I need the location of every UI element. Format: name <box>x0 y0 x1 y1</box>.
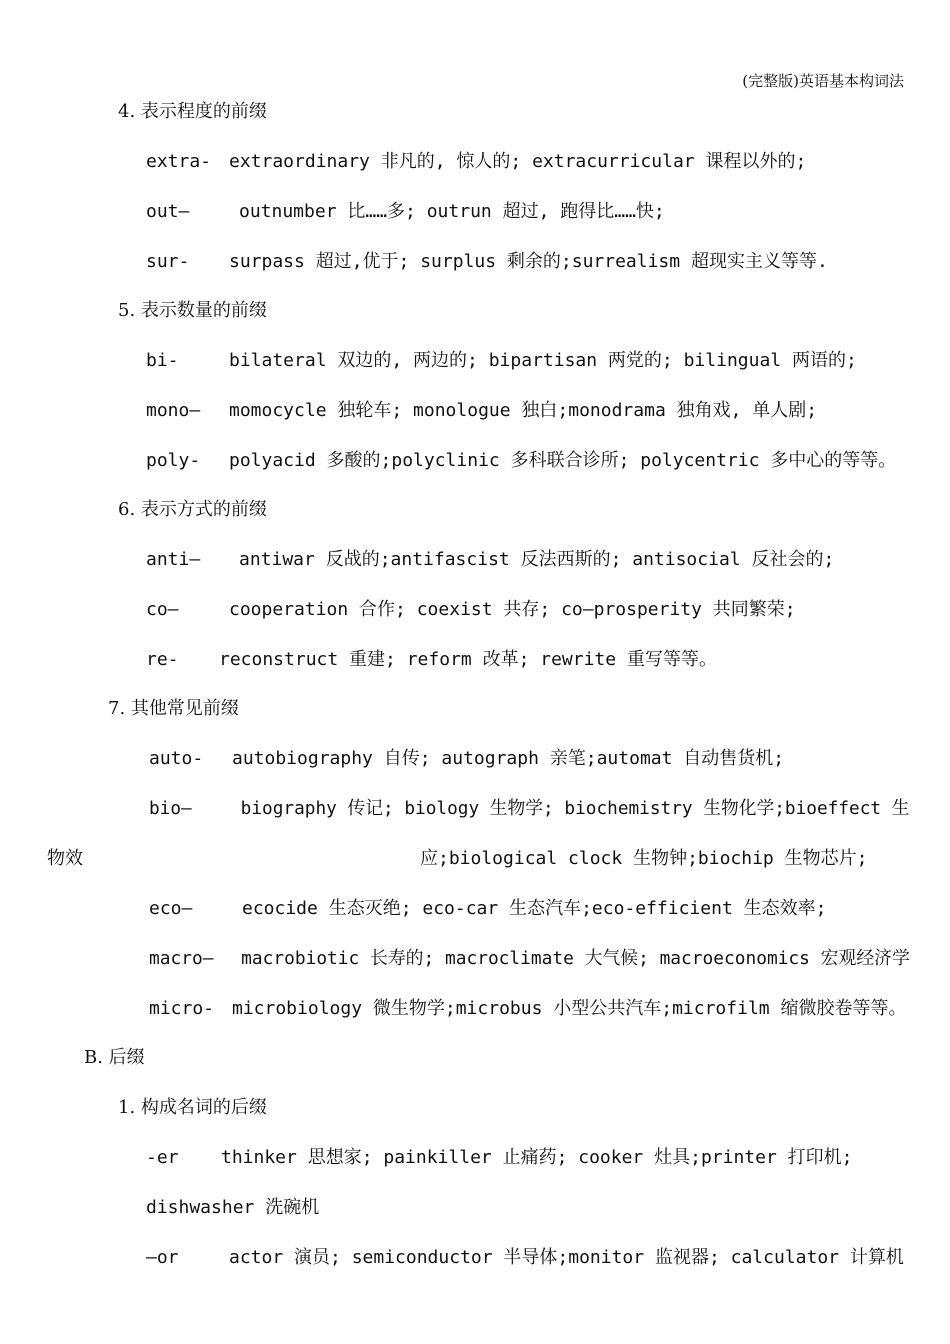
entry-line <box>149 947 910 971</box>
entry-text: outnumber 比……多; outrun 超过, 跑得比……快; <box>239 201 665 222</box>
entry-text: reconstruct 重建; reform 改革; rewrite 重写等等。 <box>219 649 717 670</box>
entry-text: cooperation 合作; coexist 共存; co—prosperity 共同繁荣; <box>229 599 796 620</box>
entry-text: 应;biological clock 生物钟;biochip 生物芯片; <box>420 848 868 869</box>
prefix-label: extra- <box>146 151 212 172</box>
entry-text: macrobiotic 长寿的; macroclimate 大气候; macroeconomics 宏观经济学 <box>241 948 910 969</box>
entry-text: actor 演员; semiconductor 半导体;monitor 监视器; calculator 计算机 <box>229 1247 904 1268</box>
entry-text: microbiology 微生物学;microbus 小型公共汽车;microfilm 缩微胶卷等等。 <box>232 998 907 1019</box>
entry-line <box>146 250 828 274</box>
entry-line <box>146 648 717 672</box>
entry-line <box>149 797 910 821</box>
entry-line <box>146 598 796 622</box>
prefix-label: mono— <box>146 400 201 421</box>
section-heading <box>118 299 267 323</box>
entry-text: bilateral 双边的, 两边的; bipartisan 两党的; bilingual 两语的; <box>229 350 857 371</box>
entry-line <box>146 548 834 572</box>
prefix-label: re- <box>146 649 179 670</box>
prefix-label: bio— <box>149 798 192 819</box>
document-header: (完整版)英语基本构词法 <box>742 72 904 90</box>
entry-line <box>149 747 784 771</box>
entry-line <box>146 200 665 224</box>
entry-text: autobiography 自传; autograph 亲笔;automat 自动售货机; <box>232 748 785 769</box>
prefix-label: sur- <box>146 251 190 272</box>
entry-line <box>146 1196 319 1220</box>
entry-text: biography 传记; biology 生物学; biochemistry 生物化学;bioeffect 生 <box>240 798 910 819</box>
entry-text: extraordinary 非凡的, 惊人的; extracurricular 课程以外的; <box>229 151 807 172</box>
entry-text: ecocide 生态灭绝; eco-car 生态汽车;eco-efficient 生态效率; <box>242 898 827 919</box>
entry-text: 5. 表示数量的前缀 <box>118 300 267 321</box>
section-heading <box>118 498 267 522</box>
prefix-label: eco— <box>149 898 193 919</box>
entry-text: antiwar 反战的;antifascist 反法西斯的; antisocial 反社会的; <box>239 549 835 570</box>
entry-text: polyacid 多酸的;polyclinic 多科联合诊所; polycentric 多中心的等等。 <box>229 450 897 471</box>
entry-text: momocycle 独轮车; monologue 独白;monodrama 独角戏, 单人剧; <box>229 400 818 421</box>
section-heading <box>108 697 239 721</box>
prefix-label: 物效 <box>47 848 83 869</box>
prefix-label: anti— <box>146 549 201 570</box>
section-heading <box>118 1096 267 1120</box>
entry-line <box>149 997 906 1021</box>
entry-text: dishwasher 洗碗机 <box>146 1197 320 1218</box>
entry-line <box>146 449 896 473</box>
entry-line <box>146 1146 852 1170</box>
entry-line <box>146 399 817 423</box>
prefix-label: auto- <box>149 748 204 769</box>
prefix-label: poly- <box>146 450 201 471</box>
entry-text: 7. 其他常见前缀 <box>108 698 239 719</box>
entry-text: 6. 表示方式的前缀 <box>118 499 267 520</box>
entry-text: surpass 超过,优于; surplus 剩余的;surrealism 超现实主义等等. <box>229 251 828 272</box>
prefix-label: out— <box>146 201 190 222</box>
entry-line <box>146 150 806 174</box>
prefix-label: macro— <box>149 948 214 969</box>
entry-text: B. 后缀 <box>84 1047 145 1068</box>
entry-line <box>149 897 826 921</box>
section-heading <box>84 1046 145 1070</box>
entry-text: 1. 构成名词的后缀 <box>118 1097 267 1118</box>
prefix-label: micro- <box>149 998 215 1019</box>
prefix-label: —or <box>146 1247 179 1268</box>
entry-line <box>146 1246 904 1270</box>
section-heading <box>118 100 267 124</box>
entry-line <box>146 349 857 373</box>
prefix-label: co— <box>146 599 179 620</box>
prefix-label: bi- <box>146 350 179 371</box>
entry-line <box>47 847 867 871</box>
entry-text: 4. 表示程度的前缀 <box>118 101 267 122</box>
entry-text: thinker 思想家; painkiller 止痛药; cooker 灶具;printer 打印机; <box>221 1147 853 1168</box>
prefix-label: -er <box>146 1147 179 1168</box>
